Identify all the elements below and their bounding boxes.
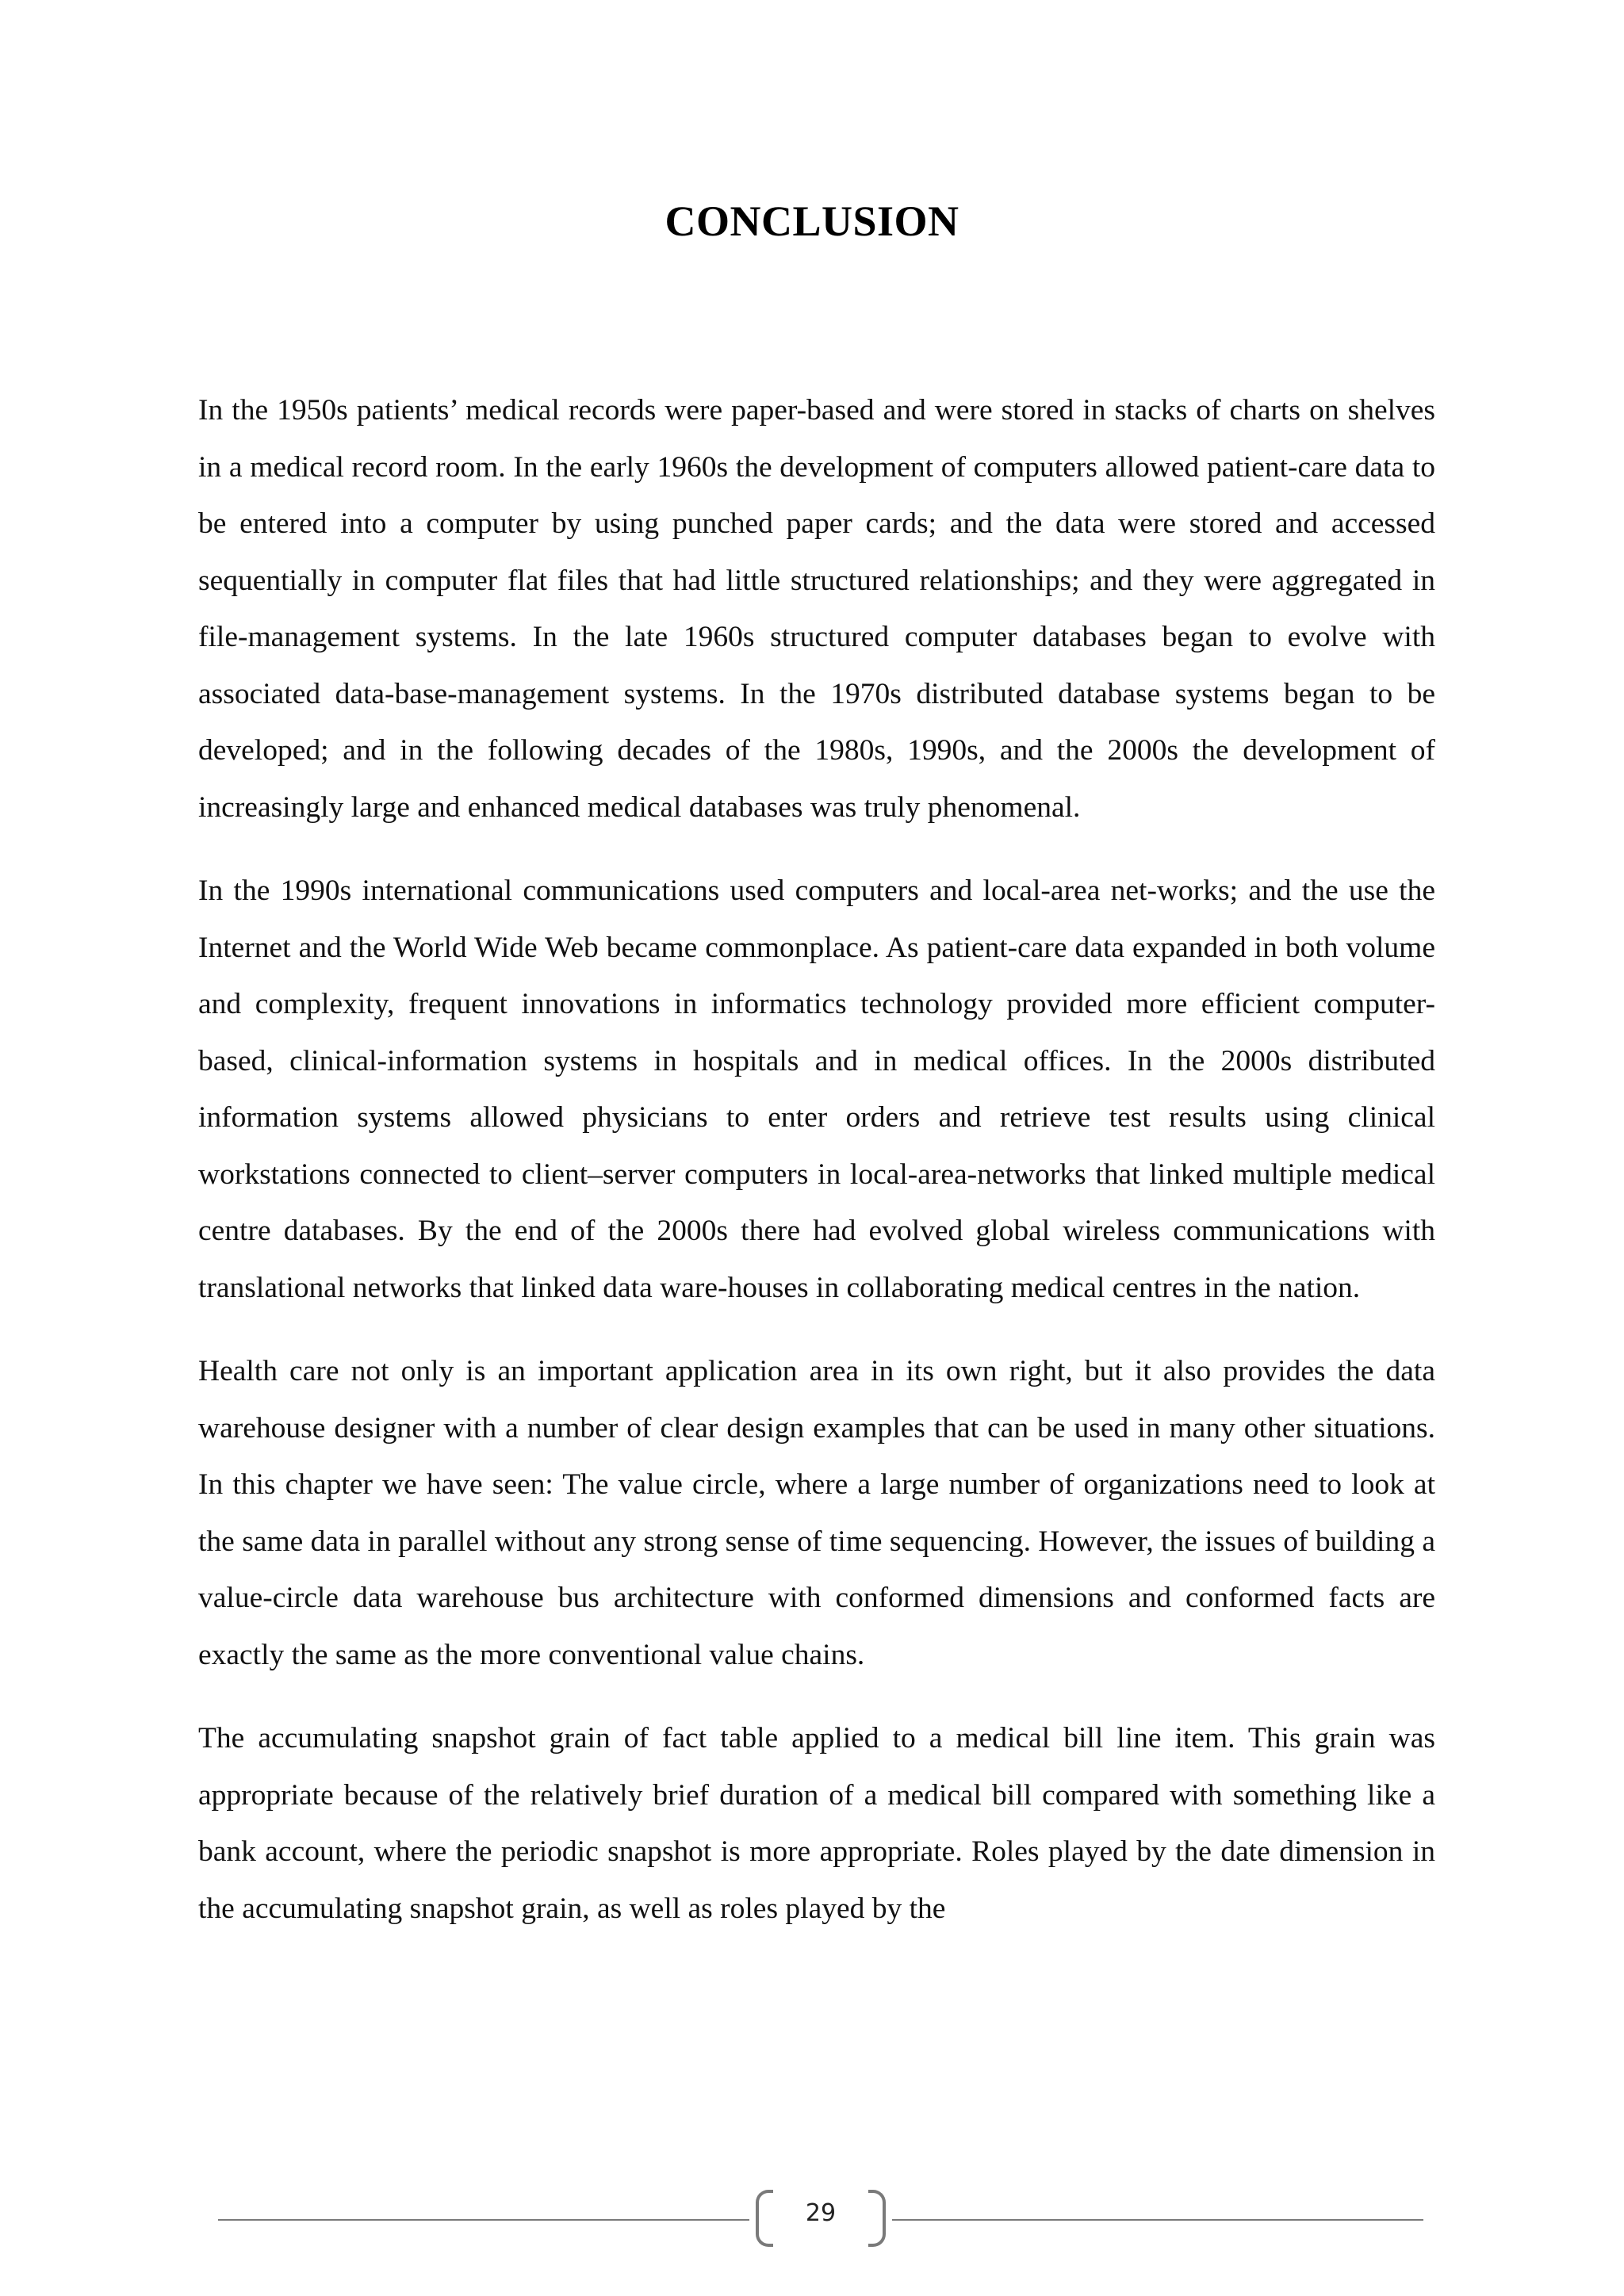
right-bracket-icon <box>868 2190 886 2247</box>
footer-rule-right <box>892 2219 1423 2221</box>
paragraph-3: Health care not only is an important application area in its own right, but it also provides the data warehouse designer with a number of clear design examples that can be used in many other situations. In this chapter we have seen: The value circle, where a large number of organizations need to look at the same data in parallel without any strong sense of time sequencing. However, the issues of building a value-circle data warehouse bus architecture with conformed dimensions and conformed facts are exactly the same as the more conventional value chains. <box>198 1355 1435 1671</box>
page-number: 29 <box>805 2199 837 2227</box>
page-footer <box>218 2190 1423 2253</box>
page-title: CONCLUSION <box>665 197 959 245</box>
body-text <box>198 382 1435 1964</box>
left-bracket-icon <box>756 2190 773 2247</box>
paragraph-4: The accumulating snapshot grain of fact table applied to a medical bill line item. This grain was appropriate because of the relatively brief duration of a medical bill compared with something like a bank account, where the periodic snapshot is more appropriate. Roles played by the date dimension in the accumulating snapshot grain, as well as roles played by the <box>198 1722 1435 1925</box>
footer-rule-left <box>218 2219 749 2221</box>
paragraph-1: In the 1950s patients’ medical records were paper-based and were stored in stacks of charts on shelves in a medical record room. In the early 1960s the development of computers allowed patient-care data to be entered into a computer by using punched paper cards; and the data were stored and accessed sequentially in computer flat files that had little structured relationships; and they were aggregated in file-management systems. In the late 1960s structured computer databases began to evolve with associated data-base-management systems. In the 1970s distributed database systems began to be developed; and in the following decades of the 1980s, 1990s, and the 2000s the development of increasingly large and enhanced medical databases was truly phenomenal. <box>198 394 1435 824</box>
paragraph-2: In the 1990s international communications used computers and local-area net-works; and the use the Internet and the World Wide Web became commonplace. As patient-care data expanded in both volume and complexity, frequent innovations in informatics technology provided more efficient computer-based, clinical-information systems in hospitals and in medical offices. In the 2000s distributed information systems allowed physicians to enter orders and retrieve test results using clinical workstations connected to client–server computers in local-area-networks that linked multiple medical centre databases. By the end of the 2000s there had evolved global wireless communications with translational networks that linked data ware-houses in collaborating medical centres in the nation. <box>198 874 1435 1304</box>
